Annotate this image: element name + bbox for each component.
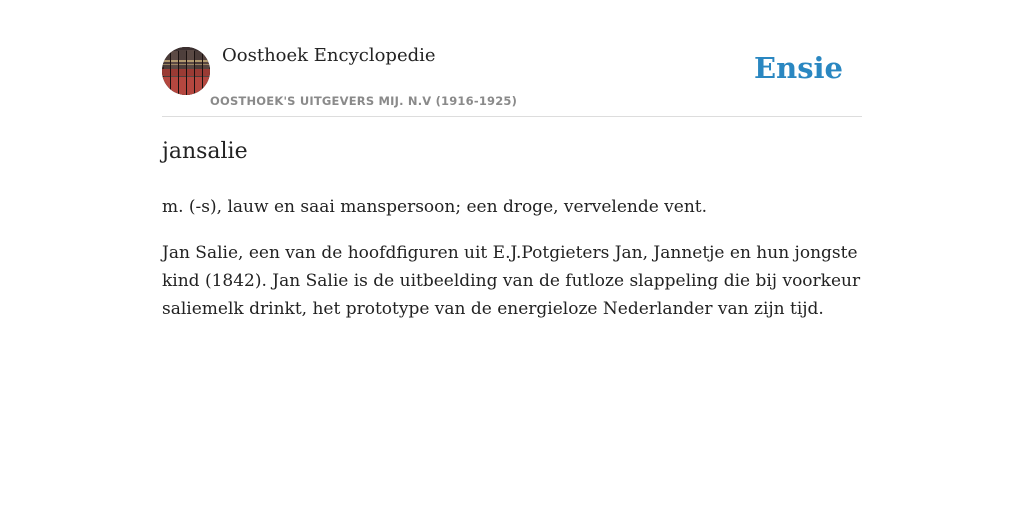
entry-term: jansalie: [162, 139, 248, 164]
source-subtitle: OOSTHOEK'S UITGEVERS MIJ. N.V (1916-1925): [210, 94, 518, 108]
source-title[interactable]: Oosthoek Encyclopedie: [222, 45, 436, 66]
entry-explanation: Jan Salie, een van de hoofdfiguren uit E.J.Potgieters Jan, Jannetje en hun jongste kind (1842). Jan Salie is de uitbeelding van de futloze slappeling die bij voorkeur saliemelk drinkt, het prototype van de energieloze Nederlander van zijn tijd.: [162, 243, 861, 319]
entry-card: [162, 0, 862, 319]
book-spines-icon: [162, 47, 210, 95]
source-avatar[interactable]: [162, 47, 210, 95]
brand-logo[interactable]: Ensie: [754, 51, 843, 85]
source-header: [162, 0, 862, 117]
entry-definition: m. (-s), lauw en saai manspersoon; een droge, vervelende vent.: [162, 197, 708, 217]
